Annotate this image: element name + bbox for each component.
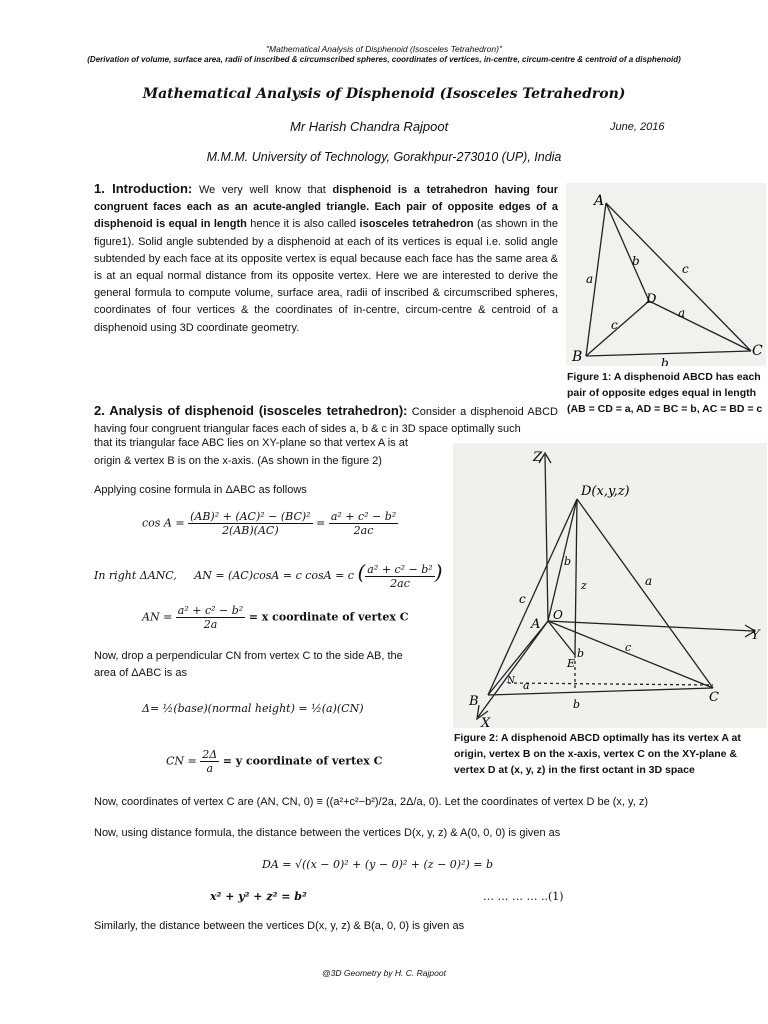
analysis-text-1: Consider a disphenoid ABCD having four congruent triangular faces each of sides a, b & c in 3D space optimally such xyxy=(94,406,558,436)
fig1-label-D: D xyxy=(646,292,657,307)
analysis-text-2: that its triangular face ABC lies on XY-plane so that vertex A is at xyxy=(94,437,408,449)
an2-num: a² + c² − b² xyxy=(177,604,244,617)
header-subtitle: (Derivation of volume, surface area, radii of inscribed & circumscribed spheres, coordinates of vertices, in-centre, circum-centre & centroid of a disphenoid) xyxy=(87,55,681,64)
an2-den: 2a xyxy=(203,618,218,631)
fig1-label-B: B xyxy=(572,349,583,365)
fig2-label-b2: b xyxy=(577,647,585,660)
fig2-label-A: A xyxy=(531,617,541,632)
equation-1-tag: … … … … ..(1) xyxy=(483,890,564,903)
fig2-label-O: O xyxy=(553,608,563,622)
cosA-num2: a² + c² − b² xyxy=(330,510,397,523)
intro-bold-2: isosceles tetrahedron xyxy=(359,218,474,231)
footer: @3D Geometry by H. C. Rajpoot xyxy=(322,968,446,978)
fig2-label-Z: Z xyxy=(533,450,543,465)
cn-num: 2Δ xyxy=(202,748,218,761)
intro-heading: 1. Introduction: xyxy=(94,181,193,196)
analysis-heading: 2. Analysis of disphenoid (isosceles tetrahedron): xyxy=(94,403,408,418)
fig2-label-E: E xyxy=(567,657,576,670)
cosA-den1: 2(AB)(AC) xyxy=(222,524,279,537)
fig2-label-z: z xyxy=(581,579,587,592)
fig2-label-B: B xyxy=(469,694,479,709)
fig2-label-b3: b xyxy=(573,698,581,711)
paper-title: Mathematical Analysis of Disphenoid (Isosceles Tetrahedron) xyxy=(142,86,626,102)
coords-text: Now, coordinates of vertex C are (AN, CN, 0) ≡ ((a²+c²−b²)/2a, 2Δ/a, 0). Let the coordinates of vertex D be (x, y, z) xyxy=(94,796,648,808)
fig1-label-c2: c xyxy=(611,318,618,332)
cn-den: a xyxy=(206,762,214,775)
intro-paragraph xyxy=(94,180,558,337)
cosine-intro: Applying cosine formula in ΔABC as follows xyxy=(94,484,307,496)
intro-text-2: hence it is also called xyxy=(246,218,360,231)
dist-text-1: Now, using distance formula, the distance between the vertices D(x, y, z) & A(0, 0, 0) is given as xyxy=(94,827,561,839)
cn-y-coordinate xyxy=(166,748,382,775)
analysis-text-3: origin & vertex B is on the x-axis. (As shown in the figure 2) xyxy=(94,455,382,467)
an2-lhs: AN = xyxy=(142,610,173,624)
perp-text-2: area of ΔABC is as xyxy=(94,667,187,679)
fig2-label-b1: b xyxy=(564,555,572,568)
fig1-label-a2: a xyxy=(678,306,686,320)
an-eq-text: AN = (AC)cosA = c cosA = c xyxy=(194,569,354,582)
dist-text-2: Similarly, the distance between the vertices D(x, y, z) & B(a, 0, 0) is given as xyxy=(94,920,465,932)
cosA-num1: (AB)² + (AC)² − (BC)² xyxy=(190,510,311,523)
figure-2-caption: Figure 2: A disphenoid ABCD optimally has its vertex A at origin, vertex B on the x-axis, vertex C on the XY-plane & vertex D at (x, y, z) in the first octant in 3D space xyxy=(454,732,741,776)
equation-1: x² + y² + z² = b² xyxy=(210,890,307,903)
da-equation: DA = √((x − 0)² + (y − 0)² + (z − 0)²) = b xyxy=(262,858,494,871)
cn-rhs: = y coordinate of vertex C xyxy=(222,754,383,768)
right-triangle-eq: In right ΔANC, AN = (AC)cosA = c cosA = c ( $\frac{\text{a² + c² − b²}}{2ac}$ ) xyxy=(94,560,443,590)
affiliation: M.M.M. University of Technology, Gorakhpur-273010 (UP), India xyxy=(206,150,562,164)
fig2-label-X: X xyxy=(481,716,491,728)
cosA-equation: cos A = $\frac{\text{(AB)² + (AC)² − (BC)²}}{2(AB)(AC)}$ = $\frac{\text{a² + c² − b²}}{2ac}$ xyxy=(142,510,397,537)
fig1-label-C: C xyxy=(752,343,763,359)
right-triangle-label: In right ΔANC, xyxy=(94,569,177,582)
area-equation: Δ= ½(base)(normal height) = ½(a)(CN) xyxy=(142,702,364,715)
fig2-label-c2: c xyxy=(625,641,632,654)
an-x-coordinate xyxy=(142,604,409,631)
figure-1-drawing xyxy=(566,183,766,366)
an-den: 2ac xyxy=(390,576,410,590)
an-num: a² + c² − b² xyxy=(367,562,433,576)
date: June, 2016 xyxy=(610,121,665,133)
cn-lhs: CN = xyxy=(166,754,197,768)
fig1-label-a1: a xyxy=(586,272,594,286)
header-title: "Mathematical Analysis of Disphenoid (Isosceles Tetrahedron)" xyxy=(266,44,502,54)
fig1-label-b2: b xyxy=(661,356,669,366)
fig1-label-A: A xyxy=(594,193,605,209)
fig2-label-C: C xyxy=(709,690,719,705)
fig2-label-c1: c xyxy=(519,592,526,606)
an2-rhs: = x coordinate of vertex C xyxy=(248,610,409,624)
figure-1-caption: Figure 1: A disphenoid ABCD has each pair of opposite edges equal in length (AB = CD = a, AD = BC = b, AC = BD = c xyxy=(567,371,763,415)
fig2-label-Y: Y xyxy=(751,628,760,643)
analysis-paragraph xyxy=(94,402,558,438)
fig1-label-c1: c xyxy=(682,262,689,276)
intro-bold-1: disphenoid is a tetrahedron having four congruent faces each as an acute-angled triangle. Each pair of opposite edges of a disphenoid is equal in length xyxy=(94,184,558,231)
intro-text-3: (as shown in the figure1). Solid angle subtended by a disphenoid at each of its vertices is equal i.e. solid angle subtended by each face at its opposite vertex is equal because each face has the same area & is at an equal normal distance from its opposite vertex. Here we are interested to derive the general formula to compute volume, surface area, radii of inscribed & circumscribed spheres, coordinates of four vertices & the coordinates of in-centre, circum-centre & centroid of a disphenoid using 3D coordinate geometry. xyxy=(94,218,559,334)
fig1-label-b1: b xyxy=(632,254,640,268)
intro-text-1: We very well know that xyxy=(192,184,333,196)
author: Mr Harish Chandra Rajpoot xyxy=(290,119,449,134)
cosA-lhs: cos A = xyxy=(142,516,185,530)
figure-2-drawing xyxy=(453,443,767,728)
fig2-label-a1: a xyxy=(523,679,530,692)
perp-text-1: Now, drop a perpendicular CN from vertex C to the side AB, the xyxy=(94,650,403,662)
fig2-label-a2: a xyxy=(645,574,653,588)
cosA-den2: 2ac xyxy=(353,524,374,537)
fig2-label-N: N xyxy=(507,676,515,686)
fig2-label-D: D(x,y,z) xyxy=(581,484,630,499)
